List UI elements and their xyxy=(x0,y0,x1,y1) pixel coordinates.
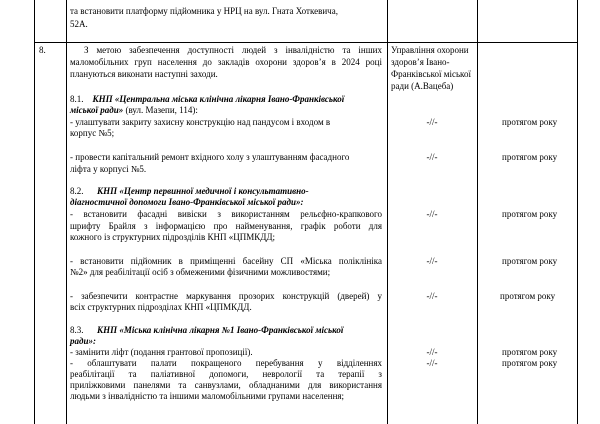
s3-item2-term: протягом року xyxy=(502,358,558,368)
s2-item1-responsible: -//- xyxy=(426,209,438,219)
s3-item2-line-3: приліжковими панелями та санвузлами, обладнаними для використання xyxy=(70,380,382,390)
section-8-3-heading xyxy=(70,325,382,337)
section-8-1-heading xyxy=(70,94,382,106)
s2-item2-line-2: №2» для реабілітації осіб з обмеженими фізичними можливостями; xyxy=(70,267,331,277)
section-8-1-title-2: міської ради» xyxy=(70,105,124,115)
s1-item2-line-1: - провести капітальний ремонт вхідного холу з улаштуванням фасадного xyxy=(70,152,350,162)
s3-item2-line-1: - облаштувати палати покращеного перебування у відділеннях xyxy=(70,358,382,368)
s3-item1-responsible: -//- xyxy=(426,347,438,357)
s2-item1-line-1: - встановити фасадні вивіски з використанням рельєфно-крапкового xyxy=(70,209,382,219)
s3-item1-term: протягом року xyxy=(502,347,558,357)
s1-item2-responsible: -//- xyxy=(426,152,438,162)
s3-item2-line-2: реабілітації та паліативної допомоги, неврології та терапії з xyxy=(70,369,382,379)
section-8-3-title-2: ради»: xyxy=(70,336,96,346)
responsible-line-3: Франківської міської xyxy=(391,69,471,79)
intro-line-3: плануються виконати наступні заходи. xyxy=(70,69,218,79)
section-8-1-heading-2 xyxy=(70,105,198,117)
section-8-1-title: КНП «Центральна міська клінічна лікарня Івано-Франківської xyxy=(92,94,345,104)
s1-item1-line-1: - улаштувати закриту захисну конструкцію над пандусом і входом в xyxy=(70,117,331,127)
s3-item2-responsible: -//- xyxy=(426,358,438,368)
s2-item2-line-1: - встановити підйомник в приміщенні басейну СП «Міська поліклініка xyxy=(70,256,382,266)
table-border-left xyxy=(34,0,35,424)
row-number: 8. xyxy=(39,45,46,55)
section-8-3-title: КНП «Міська клінічна лікарня №1 Івано-Франківської міської xyxy=(97,325,344,335)
row-divider xyxy=(34,42,578,43)
section-8-2-heading xyxy=(70,186,382,198)
s2-item3-term: протягом року xyxy=(500,291,556,301)
section-8-2-title-2: діагностичної допомоги Івано-Франківської міської ради»: xyxy=(70,197,304,207)
s2-item1-line-2: шрифту Брайля з інформацією про найменування, графік роботи для xyxy=(70,221,382,231)
s2-item3-line-1: - забезпечити контрастне маркування прозорих конструкцій (дверей) у xyxy=(70,291,382,301)
table-border-number xyxy=(66,0,67,424)
responsible-line-1: Управління охорони xyxy=(391,45,469,55)
s2-item2-term: протягом року xyxy=(502,256,558,266)
prev-row-line-2: 52А. xyxy=(70,19,88,29)
section-8-3-number: 8.3. xyxy=(70,325,84,335)
s1-item1-line-2: корпус №5; xyxy=(70,128,115,138)
prev-row-line-1: та встановити платформу підйомника у НРЦ на вул. Гната Хоткевича, xyxy=(70,6,338,16)
section-8-1-number: 8.1. xyxy=(70,94,84,104)
section-8-2-number: 8.2. xyxy=(70,186,84,196)
s1-item2-line-2: ліфта у корпусі №5. xyxy=(70,164,147,174)
intro-line-1: З метою забезпечення доступності людей з інвалідністю та інших xyxy=(84,45,382,55)
s3-item1: - замінити ліфт (подання грантової пропозиції). xyxy=(70,347,253,357)
s1-item2-term: протягом року xyxy=(502,152,558,162)
table-border-responsible xyxy=(477,0,478,424)
s1-item1-responsible: -//- xyxy=(426,117,438,127)
s1-item1-term: протягом року xyxy=(502,117,558,127)
responsible-line-2: здоров’я Івано- xyxy=(391,57,450,67)
s2-item1-line-3: кожного із структурних підрозділів КНП «ЦПМКДД; xyxy=(70,232,276,242)
responsible-line-4: ради (А.Вацеба) xyxy=(391,81,454,91)
table-border-right xyxy=(577,0,578,424)
s2-item2-responsible: -//- xyxy=(426,256,438,266)
section-8-1-address: (вул. Мазепи, 114): xyxy=(123,105,198,115)
s2-item1-term: протягом року xyxy=(502,209,558,219)
s2-item3-line-2: всіх структурних підрозділах КНП «ЦПМКДД. xyxy=(70,302,252,312)
s3-item2-line-4: людьми з інвалідністю та іншими маломобільними групами населення; xyxy=(70,391,345,401)
section-8-2-title: КНП «Центр первинної медичної і консультативно- xyxy=(97,186,309,196)
s2-item3-responsible: -//- xyxy=(426,291,438,301)
intro-line-2: маломобільних груп населення до закладів охорони здоров’я в 2024 році xyxy=(70,57,382,67)
